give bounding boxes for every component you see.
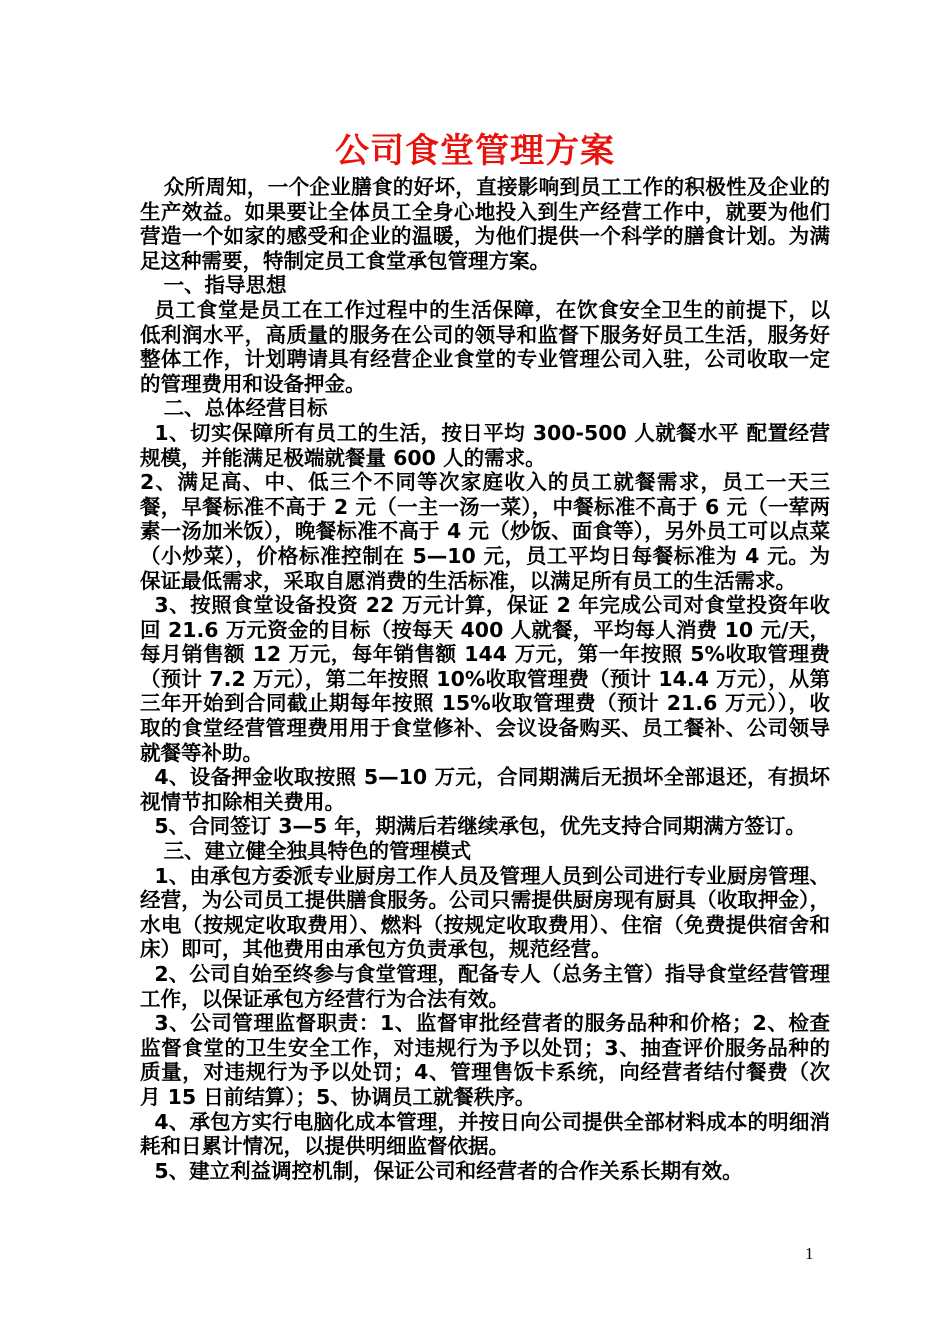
- document-title: 公司食堂管理方案: [335, 131, 615, 171]
- goal-item-3: 3、按照食堂设备投资 22 万元计算，保证 2 年完成公司对食堂投资年收回 21.6 万元资金的目标（按每天 400 人就餐，平均每人消费 10 元/天，每月销售额 12 万元，每年销售额 144 万元，第一年按照 5%收取管理费（预计 7.2 万元），第二年按照 10%收取管理费（预计 14.4 万元），从第三年开始到合同截止期每年按照 15%收取管理费（预计 21.6 万元）），收取的食堂经营管理费用用于食堂修补、会议设备购买、员工餐补、公司领导就餐等补助。: [140, 593, 830, 765]
- goal-item-5: 5、合同签订 3—5 年，期满后若继续承包，优先支持合同期满方签订。: [154, 814, 806, 839]
- document-body: [140, 175, 830, 1183]
- model-item-4: 4、承包方实行电脑化成本管理，并按日向公司提供全部材料成本的明细消耗和日累计情况，以提供明细监督依据。: [140, 1109, 830, 1159]
- paragraph-guiding-ideology: 员工食堂是员工在工作过程中的生活保障，在饮食安全卫生的前提下，以低利润水平，高质量的服务在公司的领导和监督下服务好员工生活，服务好整体工作，计划聘请具有经营企业食堂的专业管理公司入驻，公司收取一定的管理费用和设备押金。: [140, 297, 830, 396]
- model-item-2: 2、公司自始至终参与食堂管理，配备专人（总务主管）指导食堂经营管理工作，以保证承包方经营行为合法有效。: [140, 962, 830, 1011]
- model-item-3: 3、公司管理监督职责：1、监督审批经营者的服务品种和价格；2、检查监督食堂的卫生安全工作，对违规行为予以处罚；3、抽查评价服务品种的质量，对违规行为予以处罚；4、管理售饭卡系统，向经营者结付餐费（次月 15 日前结算）；5、协调员工就餐秩序。: [140, 1011, 830, 1109]
- section-heading-guiding-ideology: 一、指导思想: [163, 273, 287, 298]
- page-number: 1: [805, 1244, 814, 1263]
- goal-item-1: 1、切实保障所有员工的生活，按日平均 300-500 人就餐水平 配置经营规模，并能满足极端就餐量 600 人的需求。: [140, 420, 830, 470]
- goal-item-2: 2、满足高、中、低三个不同等次家庭收入的员工就餐需求，员工一天三餐，早餐标准不高于 2 元（一主一汤一菜），中餐标准不高于 6 元（一荤两素一汤加米饭），晚餐标准不高于 4 元（炒饭、面食等），另外员工可以点菜（小炒菜），价格标准控制在 5—10 元，员工平均日每餐标准为 4 元。为保证最低需求，采取自愿消费的生活标准，以满足所有员工的生活需求。: [140, 470, 830, 593]
- model-item-1: 1、由承包方委派专业厨房工作人员及管理人员到公司进行专业厨房管理、经营，为公司员工提供膳食服务。公司只需提供厨房现有厨具（收取押金），水电（按规定收取费用）、燃料（按规定收取费用）、住宿（免费提供宿舍和床）即可，其他费用由承包方负责承包，规范经营。: [140, 863, 830, 962]
- section-heading-management-model: 三、建立健全独具特色的管理模式: [163, 839, 472, 864]
- section-heading-business-goals: 二、总体经营目标: [163, 396, 328, 421]
- model-item-5: 5、建立利益调控机制，保证公司和经营者的合作关系长期有效。: [154, 1158, 743, 1183]
- goal-item-4: 4、设备押金收取按照 5—10 万元，合同期满后无损坏全部退还，有损坏视情节扣除相关费用。: [140, 765, 830, 814]
- intro-paragraph: 众所周知，一个企业膳食的好坏，直接影响到员工工作的积极性及企业的生产效益。如果要让全体员工全身心地投入到生产经营工作中，就要为他们营造一个如家的感受和企业的温暖，为他们提供一个科学的膳食计划。为满足这种需要，特制定员工食堂承包管理方案。: [140, 175, 830, 273]
